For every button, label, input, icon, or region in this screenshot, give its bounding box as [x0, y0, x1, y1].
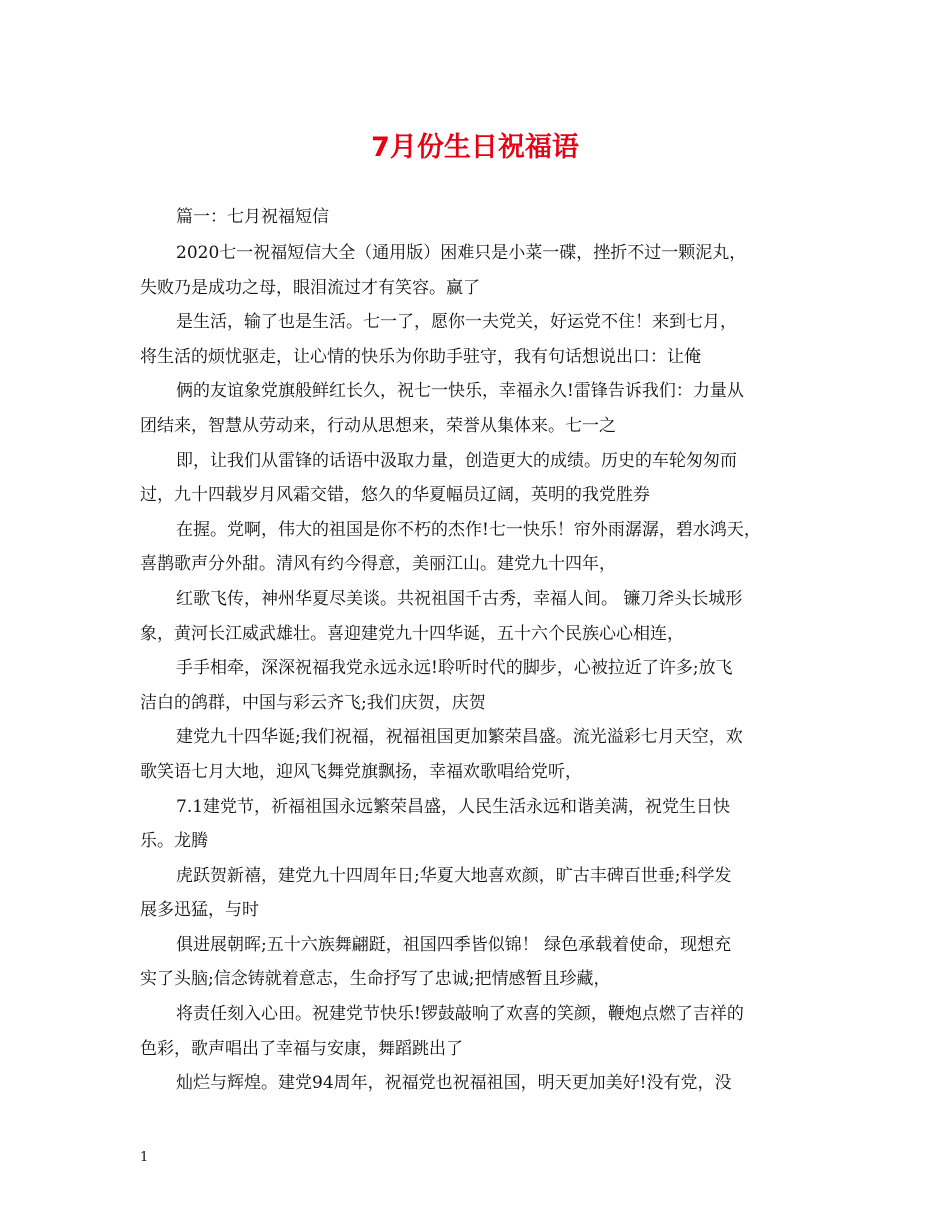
page-title: 7月份生日祝福语 [371, 132, 579, 163]
paragraph-line: 将责任刻入心田。祝建党节快乐!锣鼓敲响了欢喜的笑颜，鞭炮点燃了吉祥的 [176, 1004, 744, 1025]
paragraph [140, 305, 812, 374]
paragraph-line: 展多迅猛，与时 [140, 900, 259, 921]
paragraph [140, 859, 812, 928]
paragraph-line: 灿烂与辉煌。建党94周年，祝福党也祝福祖国，明天更加美好!没有党，没 [176, 1073, 732, 1094]
paragraph-line: 在握。党啊，伟大的祖国是你不朽的杰作!七一快乐！帘外雨潺潺，碧水鸿天， [176, 519, 761, 540]
paragraph [140, 720, 812, 789]
paragraph-line: 2020七一祝福短信大全（通用版）困难只是小菜一碟，挫折不过一颗泥丸， [176, 243, 747, 263]
paragraph [140, 1066, 812, 1101]
paragraph [140, 236, 812, 305]
paragraph-line: 即，让我们从雷锋的话语中汲取力量，创造更大的成绩。历史的车轮匆匆而 [176, 450, 737, 471]
paragraph [140, 374, 812, 443]
paragraph-line: 乐。龙腾 [140, 831, 208, 852]
paragraph-line: 俩的友谊象党旗般鲜红长久，祝七一快乐，幸福永久!雷锋告诉我们：力量从 [176, 381, 744, 402]
paragraph-line: 将生活的烦忧驱走，让心情的快乐为你助手驻守，我有句话想说出口：让俺 [140, 346, 701, 367]
paragraph-line: 洁白的鸽群，中国与彩云齐飞;我们庆贺，庆贺 [140, 692, 486, 713]
paragraph-line: 7.1建党节，祈福祖国永远繁荣昌盛，人民生活永远和谐美满，祝党生日快 [176, 796, 731, 817]
paragraph [140, 928, 812, 997]
paragraph-line: 实了头脑;信念铸就着意志，生命抒写了忠诚;把情感暂且珍藏， [140, 969, 611, 990]
paragraph-line: 过，九十四载岁月风霜交错，悠久的华夏幅员辽阔，英明的我党胜券 [140, 485, 650, 506]
document-body [140, 198, 812, 1101]
paragraph [140, 582, 812, 651]
paragraph-line: 是生活，输了也是生活。七一了，愿你一夫党关，好运党不住！来到七月， [176, 312, 737, 333]
page-number: 1 [140, 1150, 149, 1165]
paragraph-line: 建党九十四华诞;我们祝福，祝福祖国更加繁荣昌盛。流光溢彩七月天空，欢 [176, 727, 743, 748]
paragraph [140, 997, 812, 1066]
paragraph-line: 失败乃是成功之母，眼泪流过才有笑容。赢了 [140, 277, 480, 298]
paragraph-line: 歌笑语七月大地，迎风飞舞党旗飘扬，幸福欢歌唱给党听， [140, 761, 582, 782]
paragraph [140, 444, 812, 513]
paragraph [140, 513, 812, 582]
paragraph [140, 651, 812, 720]
paragraph-line: 色彩，歌声唱出了幸福与安康，舞蹈跳出了 [140, 1038, 463, 1059]
paragraph-line: 手手相牵，深深祝福我党永远永远!聆听时代的脚步，心被拉近了许多;放飞 [176, 658, 733, 679]
paragraph [140, 790, 812, 859]
paragraph-line: 团结来，智慧从劳动来，行动从思想来，荣誉从集体来。七一之 [140, 415, 616, 436]
paragraph-line: 喜鹊歌声分外甜。清风有约今得意，美丽江山。建党九十四年， [140, 554, 616, 575]
paragraph-line: 象，黄河长江威武雄壮。喜迎建党九十四华诞，五十六个民族心心相连， [140, 623, 684, 644]
section-heading: 篇一：七月祝福短信 [176, 207, 329, 227]
paragraph-line: 红歌飞传，神州华夏尽美谈。共祝祖国千古秀，幸福人间。 镰刀斧头长城形 [176, 588, 743, 609]
paragraph-line: 俱进展朝晖;五十六族舞翩跹，祖国四季皆似锦！ 绿色承载着使命，现想充 [176, 934, 732, 955]
paragraph-line: 虎跃贺新禧，建党九十四周年日;华夏大地喜欢颜，旷古丰碑百世垂;科学发 [176, 865, 732, 886]
